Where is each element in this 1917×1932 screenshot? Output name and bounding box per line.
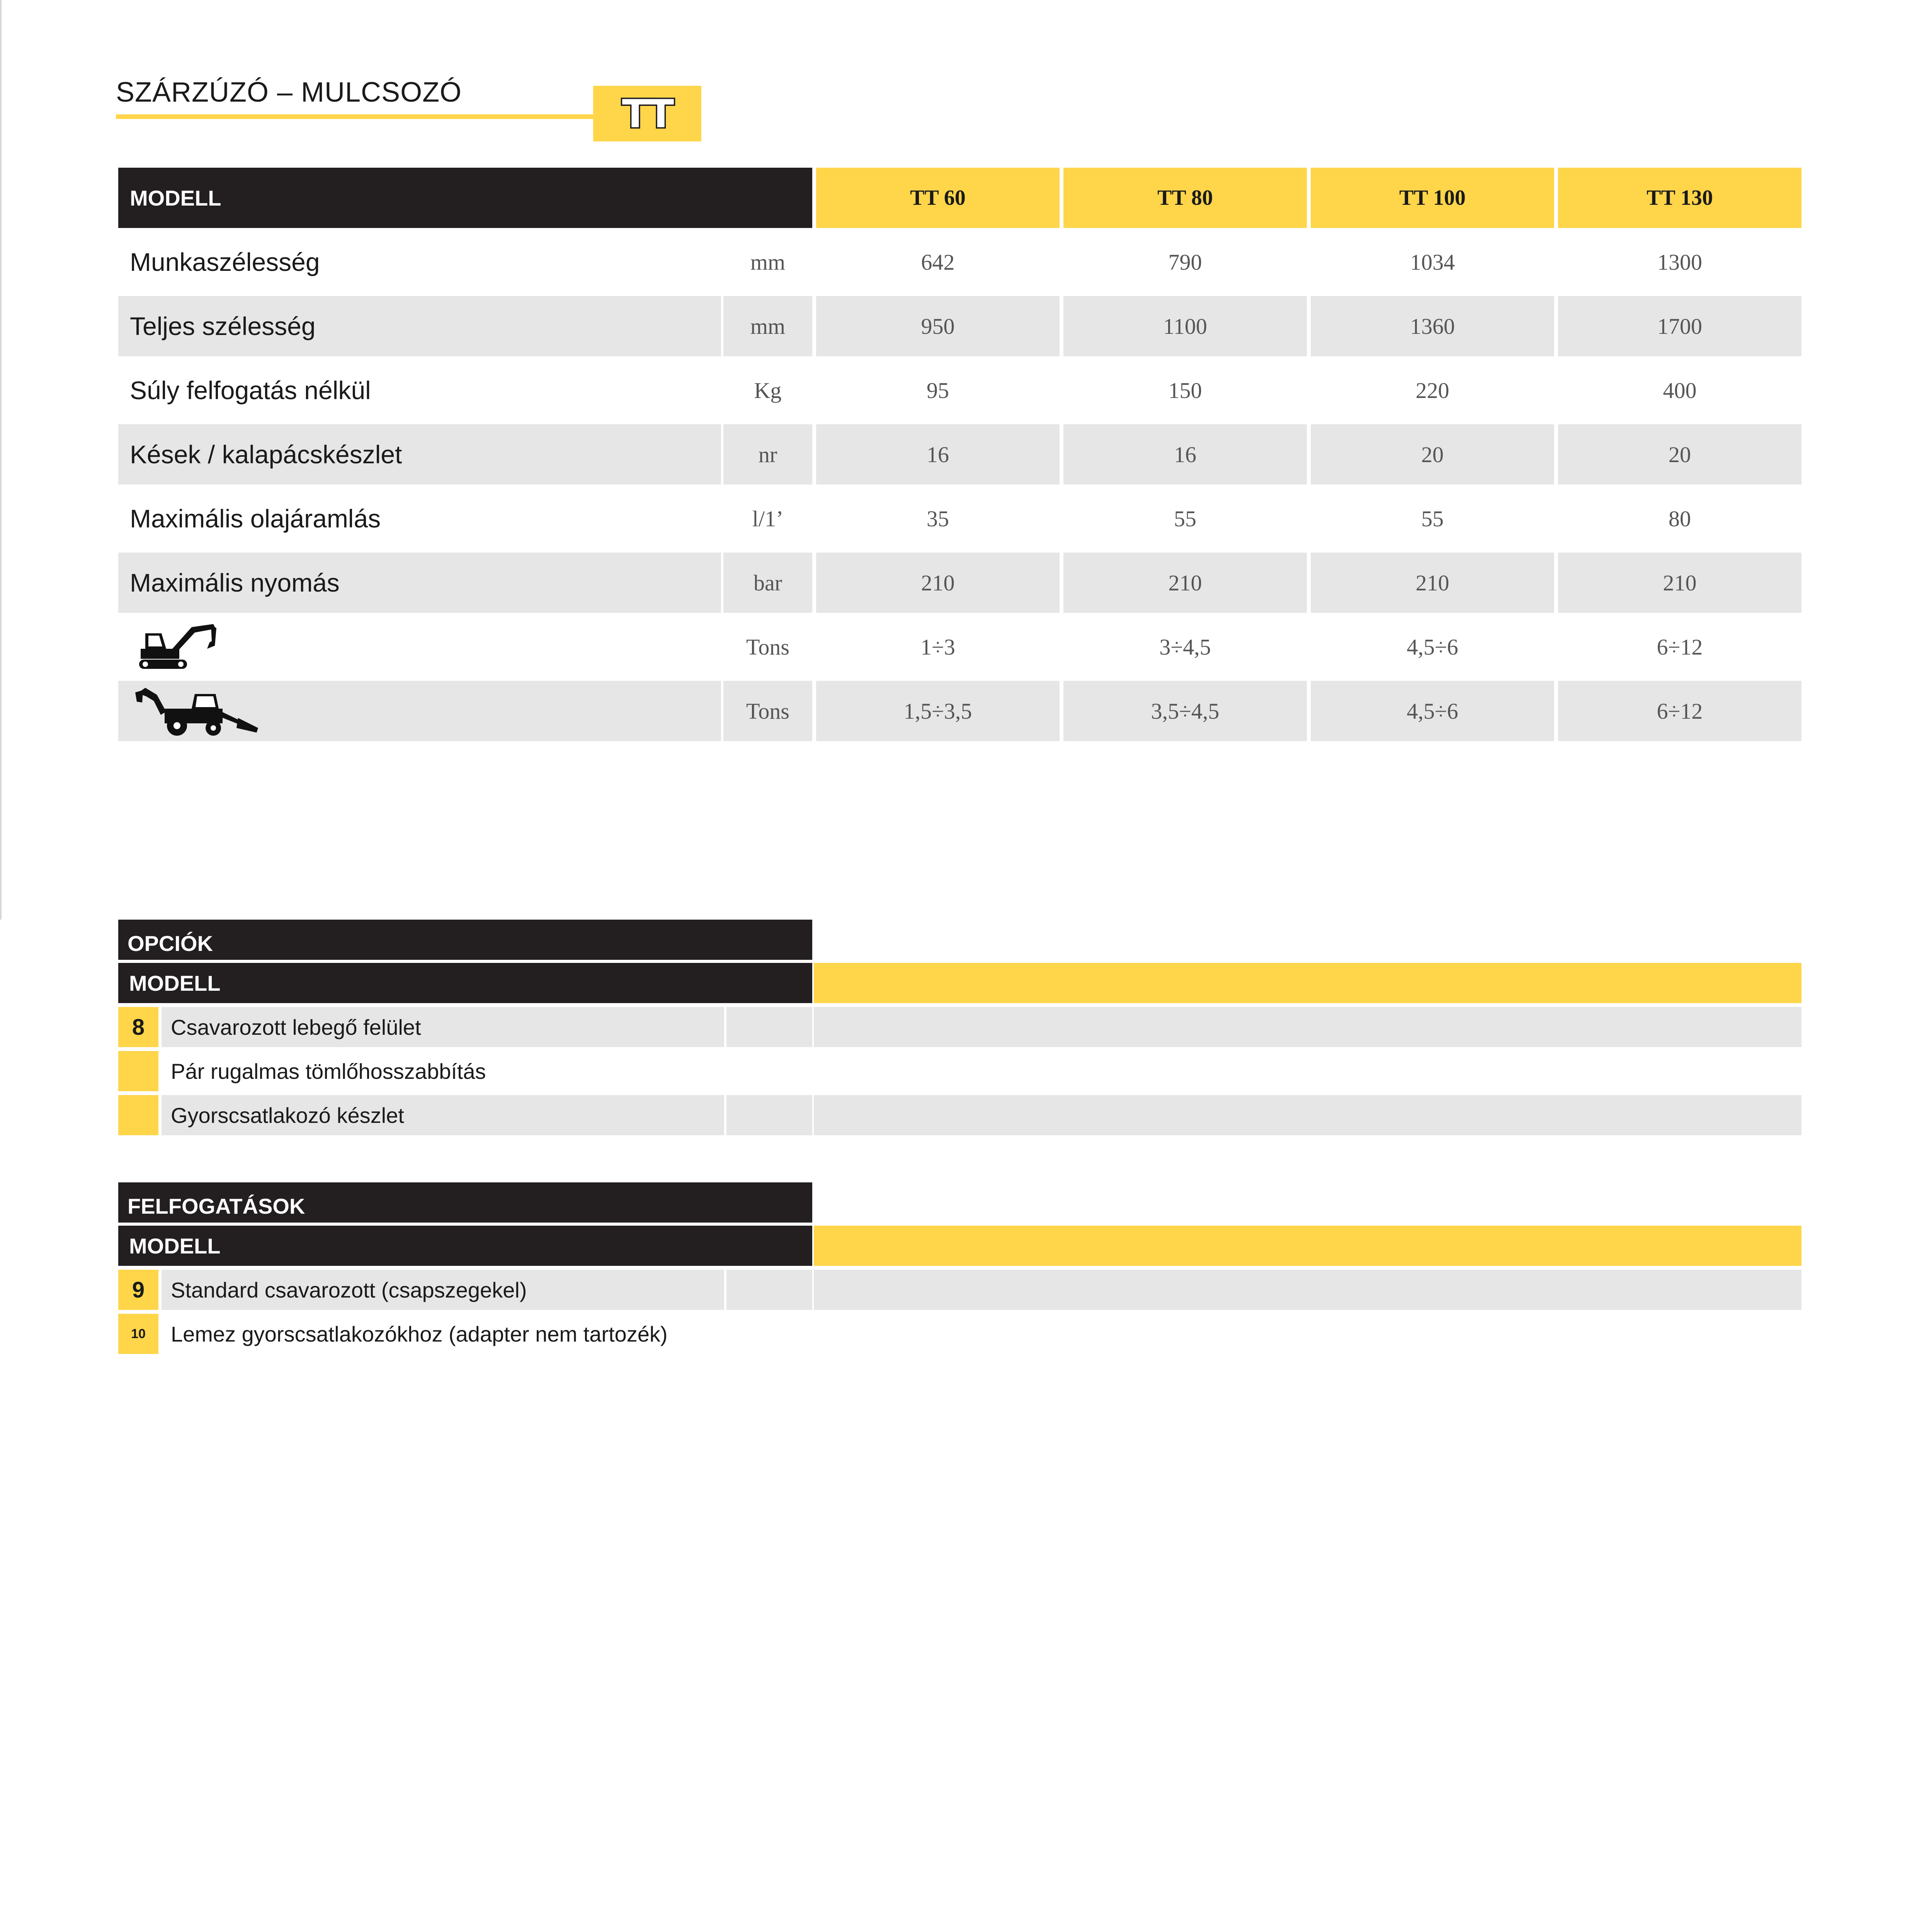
attachment-number: 9 xyxy=(118,1270,158,1310)
spec-unit: bar xyxy=(723,553,812,613)
attachment-text: Lemez gyorscsatlakozókhoz (adapter nem tartozék) xyxy=(171,1321,668,1346)
spec-label: Munkaszélesség xyxy=(130,248,320,276)
spec-header-row xyxy=(118,168,1801,232)
page-title: SZÁRZÚZÓ – MULCSOZÓ xyxy=(116,77,462,108)
spec-value: 950 xyxy=(816,296,1060,356)
model-tt100: TT 100 xyxy=(1311,168,1554,228)
spec-value: 95 xyxy=(927,378,949,403)
spec-row-mini-excavator xyxy=(118,617,1801,681)
mini-excavator-icon xyxy=(118,617,721,677)
page-edge-line xyxy=(0,0,2,920)
spec-value: 4,5÷6 xyxy=(1407,634,1458,660)
spec-value: 20 xyxy=(1558,424,1801,485)
attachment-item xyxy=(118,1270,1801,1310)
option-item xyxy=(118,1007,1801,1047)
spec-value: 790 xyxy=(1168,249,1202,275)
spec-label: Teljes szélesség xyxy=(118,296,721,356)
model-tt130: TT 130 xyxy=(1558,168,1801,228)
spec-unit: nr xyxy=(723,424,812,485)
options-model-label: MODELL xyxy=(118,963,812,1003)
spec-value: 400 xyxy=(1663,378,1697,403)
options-model-bar xyxy=(814,963,1801,1003)
option-number xyxy=(118,1051,158,1091)
spec-value: 16 xyxy=(1063,424,1307,485)
spec-row-backhoe-loader xyxy=(118,681,1801,745)
spec-value: 1360 xyxy=(1311,296,1554,356)
spec-unit: Kg xyxy=(754,378,782,403)
spec-value: 210 xyxy=(816,553,1060,613)
badge-text: TT xyxy=(622,91,673,136)
spec-label: Súly felfogatás nélkül xyxy=(130,376,371,405)
spec-value: 20 xyxy=(1311,424,1554,485)
spec-value: 35 xyxy=(927,506,949,531)
spec-value: 4,5÷6 xyxy=(1311,681,1554,741)
model-badge xyxy=(593,86,701,141)
spec-value: 3,5÷4,5 xyxy=(1063,681,1307,741)
option-item xyxy=(118,1095,1801,1135)
option-text: Csavarozott lebegő felület xyxy=(162,1007,724,1047)
spec-value: 642 xyxy=(921,249,955,275)
spec-value: 150 xyxy=(1168,378,1202,403)
spec-value: 210 xyxy=(1311,553,1554,613)
spec-table xyxy=(118,168,1801,745)
model-header: MODELL xyxy=(118,168,812,228)
spec-label: Maximális nyomás xyxy=(118,553,721,613)
spec-value: 6÷12 xyxy=(1558,681,1801,741)
model-tt80: TT 80 xyxy=(1063,168,1307,228)
spec-unit: mm xyxy=(723,296,812,356)
option-item xyxy=(118,1051,1801,1091)
attachment-text: Standard csavarozott (csapszegekel) xyxy=(162,1270,724,1310)
attachments-model-bar xyxy=(814,1226,1801,1266)
spec-unit: Tons xyxy=(723,681,812,741)
attachments-title: FELFOGATÁSOK xyxy=(118,1182,812,1223)
spec-value: 1034 xyxy=(1410,249,1455,275)
options-title: OPCIÓK xyxy=(118,920,812,960)
spec-label: Kések / kalapácskészlet xyxy=(118,424,721,485)
option-number: 8 xyxy=(118,1007,158,1047)
spec-unit: mm xyxy=(750,249,786,275)
spec-value: 1300 xyxy=(1657,249,1702,275)
spec-value: 6÷12 xyxy=(1657,634,1703,660)
spec-row-blades xyxy=(118,424,1801,488)
attachments-model-label: MODELL xyxy=(118,1226,812,1266)
spec-value: 1÷3 xyxy=(920,634,955,660)
option-text: Gyorscsatlakozó készlet xyxy=(162,1095,724,1135)
spec-row-oil-flow xyxy=(118,488,1801,553)
spec-value: 1700 xyxy=(1558,296,1801,356)
spec-unit: l/1’ xyxy=(752,506,784,531)
spec-value: 1100 xyxy=(1063,296,1307,356)
spec-value: 220 xyxy=(1415,378,1449,403)
spec-value: 55 xyxy=(1421,506,1444,531)
option-number xyxy=(118,1095,158,1135)
spec-value: 210 xyxy=(1063,553,1307,613)
spec-value: 80 xyxy=(1669,506,1691,531)
spec-value: 3÷4,5 xyxy=(1159,634,1211,660)
spec-unit: Tons xyxy=(746,634,789,660)
attachment-number: 10 xyxy=(118,1314,158,1354)
attachment-item xyxy=(118,1314,1801,1354)
spec-row-total-width xyxy=(118,296,1801,360)
spec-value: 55 xyxy=(1174,506,1196,531)
spec-value: 16 xyxy=(816,424,1060,485)
spec-label: Maximális olajáramlás xyxy=(130,504,381,533)
backhoe-loader-icon xyxy=(118,681,721,741)
spec-value: 1,5÷3,5 xyxy=(816,681,1060,741)
model-tt60: TT 60 xyxy=(816,168,1060,228)
title-underline xyxy=(116,114,603,119)
spec-row-pressure xyxy=(118,553,1801,617)
option-text: Pár rugalmas tömlőhosszabbítás xyxy=(171,1059,486,1083)
spec-row-weight xyxy=(118,360,1801,424)
spec-value: 210 xyxy=(1558,553,1801,613)
spec-row-working-width xyxy=(118,232,1801,296)
